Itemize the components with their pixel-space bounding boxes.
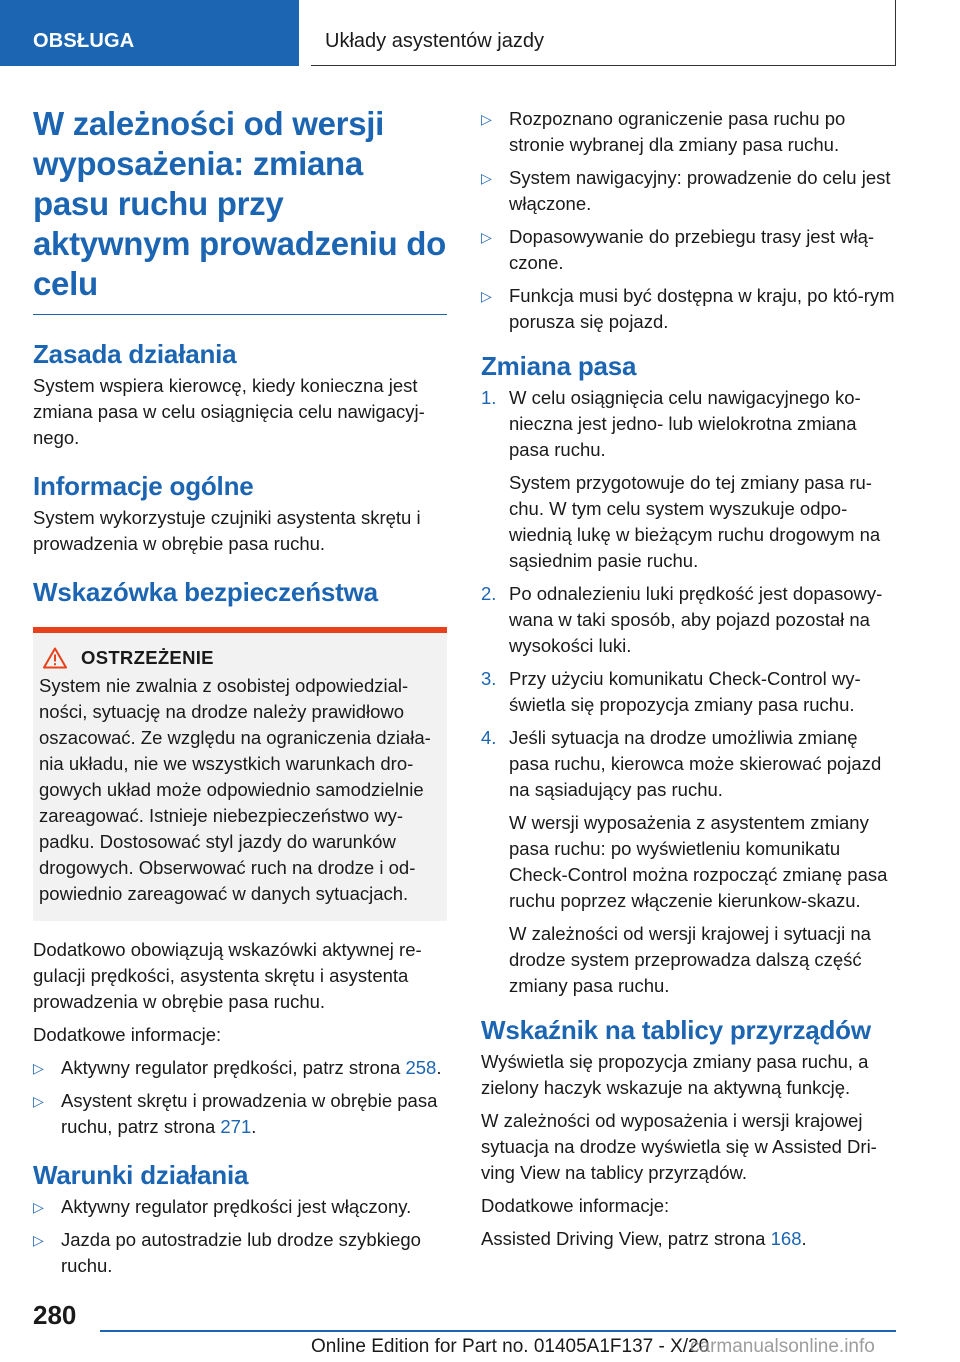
warning-box — [33, 627, 447, 921]
triangle-bullet-icon: ▷ — [33, 1232, 44, 1248]
step-extra: W zależności od wersji krajowej i sytuacji na drodze system przeprowadza dalszą część zmiany pasa ruchu. — [509, 923, 871, 996]
warning-header — [39, 647, 439, 669]
conditions-list-cont — [481, 106, 897, 335]
indicator-text-2: W zależności od wyposażenia i wersji krajowej sytuacja na drodze wyświetla się w Assisted Dri-ving View na tablicy przyrządów. — [481, 1110, 877, 1183]
list-item-text: Asystent skrętu i prowadzenia w obrębie pasa ruchu, patrz strona — [61, 1090, 438, 1137]
list-item — [33, 1227, 447, 1279]
list-item-text: Jazda po autostradzie lub drodze szybkiego ruchu. — [61, 1229, 421, 1276]
list-item — [481, 106, 897, 158]
page-number: 280 — [33, 1300, 77, 1330]
triangle-bullet-icon: ▷ — [33, 1060, 44, 1076]
step-number: 1. — [481, 387, 497, 408]
page-link-258[interactable]: 258 — [405, 1057, 437, 1078]
page-link-271[interactable]: 271 — [220, 1116, 252, 1137]
triangle-bullet-icon: ▷ — [481, 170, 492, 186]
left-column — [33, 104, 447, 1286]
right-column — [481, 106, 897, 1259]
heading-principle: Zasada działania — [33, 339, 237, 369]
list-item — [33, 1055, 447, 1081]
list-item — [481, 165, 897, 217]
section-tab — [0, 0, 299, 66]
triangle-bullet-icon: ▷ — [481, 229, 492, 245]
step-item — [481, 666, 897, 718]
heading-indicator: Wskaźnik na tablicy przyrządów — [481, 1015, 871, 1045]
footer-edition: Online Edition for Part no. 01405A1F137 - X/20 — [311, 1336, 710, 1357]
chapter-label: Układy asystentów jazdy — [325, 30, 544, 52]
list-item — [481, 283, 897, 335]
footer-watermark: carmanualsonline.info — [690, 1336, 875, 1357]
more-info-label: Dodatkowe informacje: — [33, 1024, 222, 1045]
page-title: W zależności od wersji wyposażenia: zmiana pasu ruchu przy aktywnym prowadzeniu do celu — [33, 104, 447, 315]
page-link-168[interactable]: 168 — [770, 1228, 802, 1249]
list-item-text: Aktywny regulator prędkości jest włączony. — [61, 1196, 412, 1217]
step-number: 4. — [481, 727, 497, 748]
link-list — [33, 1055, 447, 1140]
list-item-text: Dopasowywanie do przebiegu trasy jest włą-czone. — [509, 226, 875, 273]
chapter-header — [311, 0, 896, 66]
heading-safety: Wskazówka bezpieczeństwa — [33, 577, 378, 607]
list-item-suffix: . — [251, 1116, 257, 1137]
list-item — [33, 1194, 447, 1220]
warning-title: OSTRZEŻENIE — [81, 647, 214, 668]
step-item — [481, 581, 897, 659]
step-item — [481, 385, 897, 574]
more-info-label-right: Dodatkowe informacje: — [481, 1195, 670, 1216]
assisted-link-line — [481, 1226, 897, 1252]
step-text: Przy użyciu komunikatu Check-Control wy-świetla się propozycja zmiany pasa ruchu. — [509, 668, 861, 715]
list-item-text: Aktywny regulator prędkości, patrz strona — [61, 1057, 406, 1078]
triangle-bullet-icon: ▷ — [481, 111, 492, 127]
conditions-list — [33, 1194, 447, 1279]
step-item — [481, 725, 897, 999]
triangle-bullet-icon: ▷ — [33, 1093, 44, 1109]
list-item-suffix: . — [436, 1057, 442, 1078]
principle-text: System wspiera kierowcę, kiedy konieczna jest zmiana pasa w celu osiągnięcia celu nawigacyj-nego. — [33, 375, 425, 448]
assisted-link-text: Assisted Driving View, patrz strona — [481, 1228, 771, 1249]
step-extra: System przygotowuje do tej zmiany pasa ru-chu. W tym celu system wyszukuje odpo-wiednią lukę w bieżącym ruchu drogowym na sąsiednim pasie ruchu. — [509, 472, 881, 571]
heading-general: Informacje ogólne — [33, 471, 254, 501]
list-item-text: System nawigacyjny: prowadzenie do celu jest włączone. — [509, 167, 891, 214]
step-number: 3. — [481, 668, 497, 689]
step-text: W celu osiągnięcia celu nawigacyjnego ko-nieczna jest jedno- lub wielokrotna zmiana pasa ruchu. — [509, 387, 861, 460]
footer-divider — [100, 1330, 896, 1332]
indicator-text-1: Wyświetla się propozycja zmiany pasa ruchu, a zielony haczyk wskazuje na aktywną funkcję. — [481, 1051, 869, 1098]
steps-list — [481, 385, 897, 999]
step-text: Jeśli sytuacja na drodze umożliwia zmianę pasa ruchu, kierowca może skierować pojazd na sąsiadujący pas ruchu. — [509, 727, 882, 800]
warning-text: System nie zwalnia z osobistej odpowiedzial-ności, sytuację na drodze należy prawidłowo oszacować. Ze względu na ograniczenia działa-nia układu, nie we wszystkich warunkach dro-gowych układ może odpowiednio samodzielnie zareagować. Istnieje niebezpieczeństwo wy-padku. Dostosować styl jazdy do warunków drogowych. Obserwować ruch na drodze i od-powiednio zareagować w danych sytuacjach. — [39, 675, 431, 904]
section-label: OBSŁUGA — [33, 30, 135, 52]
assisted-link-suffix: . — [801, 1228, 807, 1249]
general-text: System wykorzystuje czujniki asystenta skrętu i prowadzenia w obrębie pasa ruchu. — [33, 507, 421, 554]
heading-lane-change: Zmiana pasa — [481, 351, 637, 381]
warning-triangle-icon — [43, 647, 67, 669]
triangle-bullet-icon: ▷ — [33, 1199, 44, 1215]
heading-conditions: Warunki działania — [33, 1160, 249, 1190]
step-extra: W wersji wyposażenia z asystentem zmiany pasa ruchu: po wyświetleniu komunikatu Check-Control można rozpocząć zmianę pasa ruchu poprzez włączenie kierunkow-skazu. — [509, 812, 888, 911]
list-item — [33, 1088, 447, 1140]
list-item-text: Funkcja musi być dostępna w kraju, po któ-rym porusza się pojazd. — [509, 285, 895, 332]
list-item — [481, 224, 897, 276]
step-number: 2. — [481, 583, 497, 604]
triangle-bullet-icon: ▷ — [481, 288, 492, 304]
list-item-text: Rozpoznano ograniczenie pasa ruchu po stronie wybranej dla zmiany pasa ruchu. — [509, 108, 846, 155]
additional-text: Dodatkowo obowiązują wskazówki aktywnej re-gulacji prędkości, asystenta skrętu i asystenta prowadzenia w obrębie pasa ruchu. — [33, 939, 422, 1012]
step-text: Po odnalezieniu luki prędkość jest dopasowy-wana w taki sposób, aby pojazd pozostał na wysokości luki. — [509, 583, 883, 656]
